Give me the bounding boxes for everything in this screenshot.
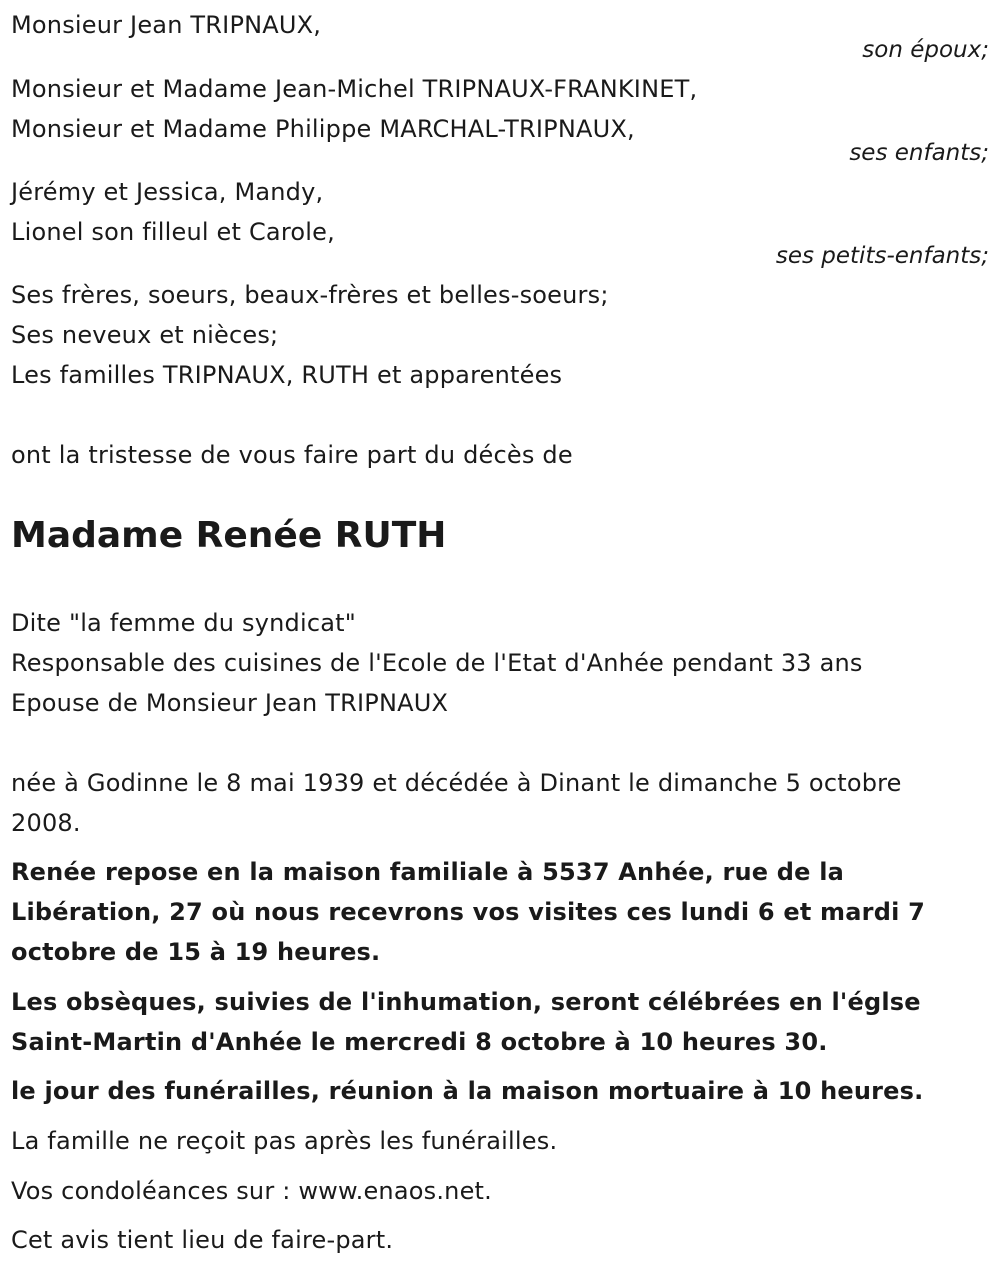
reunion-text: le jour des funérailles, réunion à la maison mortuaire à 10 heures.	[11, 1077, 924, 1105]
notice-note: Cet avis tient lieu de faire-part.	[11, 1226, 394, 1254]
spouse-name: Monsieur Jean TRIPNAUX,	[11, 11, 322, 39]
life-dates-line-1: née à Godinne le 8 mai 1939 et décédée à Dinant le dimanche 5 octobre	[11, 769, 902, 797]
condolences-note: Vos condoléances sur : www.enaos.net.	[11, 1177, 492, 1205]
visitation-line-1: Renée repose en la maison familiale à 5537 Anhée, rue de la	[11, 858, 845, 886]
children-role: ses enfants;	[849, 140, 989, 166]
funeral-line-2: Saint-Martin d'Anhée le mercredi 8 octobre à 10 heures 30.	[11, 1028, 828, 1056]
deceased-spouse: Epouse de Monsieur Jean TRIPNAUX	[11, 689, 449, 717]
grandchild-name-1: Jérémy et Jessica, Mandy,	[11, 178, 324, 206]
child-name-1: Monsieur et Madame Jean-Michel TRIPNAUX-FRANKINET,	[11, 75, 698, 103]
other-family-1: Ses frères, soeurs, beaux-frères et belles-soeurs;	[11, 281, 609, 309]
spouse-role: son époux;	[862, 37, 989, 63]
child-name-2: Monsieur et Madame Philippe MARCHAL-TRIPNAUX,	[11, 115, 635, 143]
grandchild-name-2: Lionel son filleul et Carole,	[11, 218, 335, 246]
announcement-text: ont la tristesse de vous faire part du décès de	[11, 441, 573, 469]
visitation-line-2: Libération, 27 où nous recevrons vos visites ces lundi 6 et mardi 7	[11, 898, 925, 926]
no-reception-note: La famille ne reçoit pas après les funérailles.	[11, 1127, 558, 1155]
grandchildren-role: ses petits-enfants;	[775, 243, 989, 269]
other-family-3: Les familles TRIPNAUX, RUTH et apparentées	[11, 361, 563, 389]
deceased-occupation: Responsable des cuisines de l'Ecole de l'Etat d'Anhée pendant 33 ans	[11, 649, 863, 677]
other-family-2: Ses neveux et nièces;	[11, 321, 279, 349]
life-dates-line-2: 2008.	[11, 809, 81, 837]
funeral-line-1: Les obsèques, suivies de l'inhumation, seront célébrées en l'églse	[11, 988, 921, 1016]
visitation-line-3: octobre de 15 à 19 heures.	[11, 938, 381, 966]
deceased-nickname: Dite "la femme du syndicat"	[11, 609, 357, 637]
deceased-name: Madame Renée RUTH	[11, 515, 447, 556]
